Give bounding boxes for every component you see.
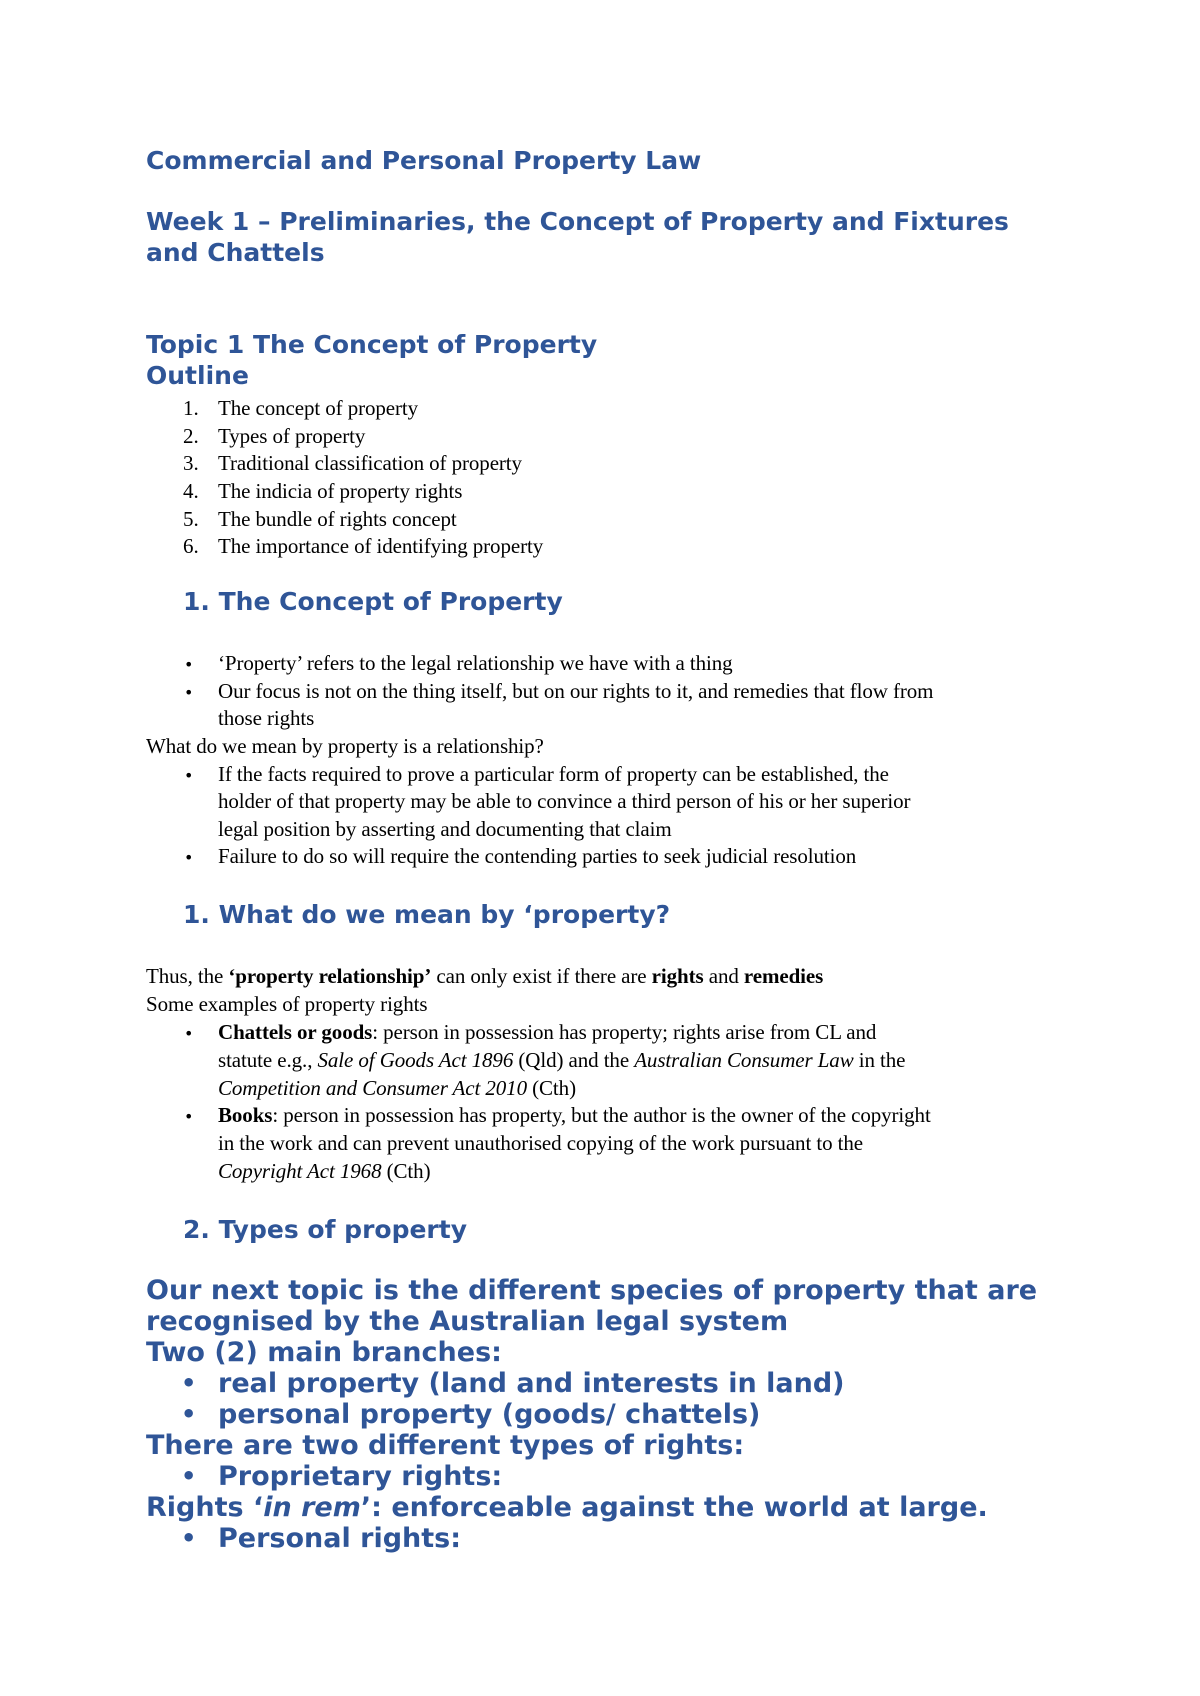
- section1b-heading: 1. What do we mean by ‘property?: [183, 900, 671, 929]
- outline-item: The indicia of property rights: [218, 479, 463, 503]
- bullet-glyph: •: [181, 1400, 197, 1428]
- outline-number: 3.: [183, 451, 199, 475]
- section2-heading: 2. Types of property: [183, 1215, 467, 1244]
- outline-number: 4.: [183, 479, 199, 503]
- next-topic-line1: Our next topic is the different species of property that are: [146, 1275, 1038, 1306]
- bullet-glyph: •: [184, 1024, 194, 1043]
- bullet-text-continued: those rights: [218, 706, 315, 730]
- outline-number: 1.: [183, 396, 199, 420]
- books-line2: in the work and can prevent unauthorised copying of the work pursuant to the: [218, 1131, 863, 1155]
- outline-number: 5.: [183, 507, 199, 531]
- question-text: What do we mean by property is a relationship?: [146, 734, 544, 758]
- branch-item: real property (land and interests in land): [218, 1368, 845, 1399]
- bullet-glyph: •: [184, 683, 194, 702]
- branch-item: personal property (goods/ chattels): [218, 1399, 761, 1430]
- outline-number: 2.: [183, 424, 199, 448]
- chattels-line2: statute e.g., Sale of Goods Act 1896 (Qld) and the Australian Consumer Law in the: [218, 1048, 906, 1072]
- outline-item: The concept of property: [218, 396, 419, 420]
- next-topic-line2: recognised by the Australian legal system: [146, 1306, 789, 1337]
- bullet-text: Failure to do so will require the contending parties to seek judicial resolution: [218, 844, 857, 868]
- bullet-glyph: •: [181, 1369, 197, 1397]
- bullet-text-continued: legal position by asserting and documenting that claim: [218, 817, 672, 841]
- outline-heading: Outline: [146, 361, 249, 390]
- bullet-glyph: •: [184, 766, 194, 785]
- outline-item: The bundle of rights concept: [218, 507, 457, 531]
- branches-heading: Two (2) main branches:: [146, 1337, 502, 1368]
- books-line1: Books: person in possession has property, but the author is the owner of the copyright: [218, 1103, 931, 1127]
- bullet-text-continued: holder of that property may be able to convince a third person of his or her superior: [218, 789, 911, 813]
- outline-number: 6.: [183, 534, 199, 558]
- bullet-glyph: •: [181, 1462, 197, 1490]
- in-rem-line: Rights ‘in rem’: enforceable against the world at large.: [146, 1492, 988, 1523]
- bullet-text: If the facts required to prove a particular form of property can be established, the: [218, 762, 889, 786]
- thus-line: Thus, the ‘property relationship’ can only exist if there are rights and remedies: [146, 964, 824, 988]
- outline-item: The importance of identifying property: [218, 534, 544, 558]
- bullet-glyph: •: [181, 1524, 197, 1552]
- books-line3: Copyright Act 1968 (Cth): [218, 1159, 431, 1183]
- outline-item: Traditional classification of property: [218, 451, 522, 475]
- bullet-glyph: •: [184, 1107, 194, 1126]
- week-heading-line2: and Chattels: [146, 238, 325, 267]
- bullet-text: ‘Property’ refers to the legal relationship we have with a thing: [218, 651, 733, 675]
- section1-heading: 1. The Concept of Property: [183, 587, 563, 616]
- personal-rights: Personal rights:: [218, 1523, 462, 1554]
- bullet-glyph: •: [184, 848, 194, 867]
- examples-intro: Some examples of property rights: [146, 992, 428, 1016]
- chattels-line1: Chattels or goods: person in possession has property; rights arise from CL and: [218, 1020, 877, 1044]
- bullet-glyph: •: [184, 655, 194, 674]
- outline-item: Types of property: [218, 424, 366, 448]
- bullet-text: Our focus is not on the thing itself, but on our rights to it, and remedies that flow from: [218, 679, 934, 703]
- week-heading-line1: Week 1 – Preliminaries, the Concept of Property and Fixtures: [146, 207, 1009, 236]
- topic-heading: Topic 1 The Concept of Property: [146, 330, 598, 359]
- document-title: Commercial and Personal Property Law: [146, 146, 702, 175]
- chattels-line3: Competition and Consumer Act 2010 (Cth): [218, 1076, 576, 1100]
- rights-types-heading: There are two different types of rights:: [146, 1430, 745, 1461]
- proprietary-rights: Proprietary rights:: [218, 1461, 503, 1492]
